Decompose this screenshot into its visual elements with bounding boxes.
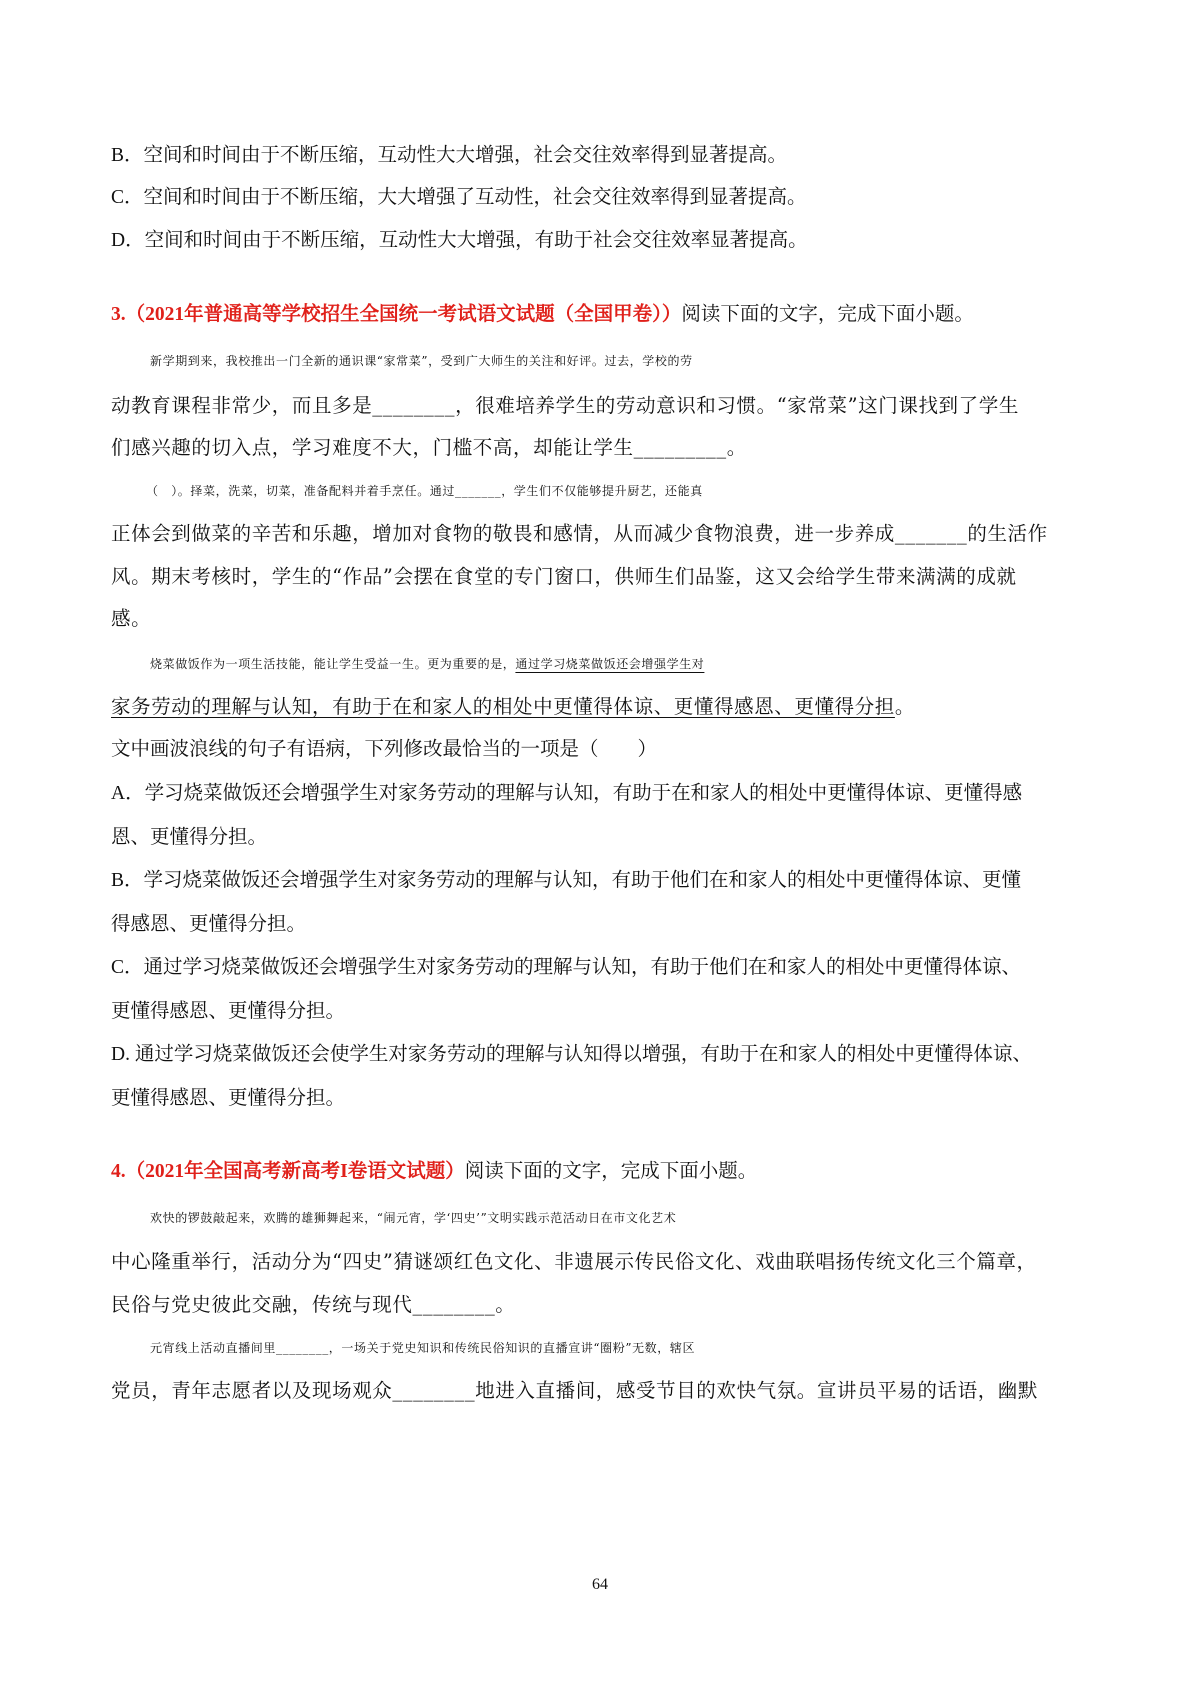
q3-instruction: 阅读下面的文字，完成下面小题。: [681, 304, 974, 325]
q3-passage-line: 正体会到做菜的辛苦和乐趣，增加对食物的敬畏和感情，从而减少食物浪费，进一步养成_______的生活作: [111, 522, 1048, 545]
q3-wavy-sentence: 家务劳动的理解与认知，有助于在和家人的相处中更懂得体谅、更懂得感恩、更懂得分担: [111, 695, 895, 718]
q3-source: 3.（2021年普通高等学校招生全国统一考试语文试题（全国甲卷））: [111, 304, 682, 325]
q2-option-d: D．空间和时间由于不断压缩，互动性大大增强，有助于社会交往效率显著提高。: [111, 230, 808, 251]
q3-option-c: C．通过学习烧菜做饭还会增强学生对家务劳动的理解与认知，有助于他们在和家人的相处中更懂得体谅、: [111, 957, 1022, 978]
q3-option-d: 更懂得感恩、更懂得分担。: [111, 1088, 346, 1109]
q3-passage-line: 新学期到来，我校推出一门全新的通识课“家常菜”，受到广大师生的关注和好评。过去，学校的劳: [150, 354, 693, 368]
q3-heading: [111, 301, 1101, 329]
q3-passage-line: （ ）。择菜，洗菜，切菜，准备配料并着手烹任。通过_______，学生们不仅能够提升厨艺，还能真: [146, 484, 703, 498]
q4-passage-line: 中心隆重举行，活动分为“四史”猜谜颂红色文化、非遗展示传民俗文化、戏曲联唱扬传统文化三个篇章，: [111, 1250, 1037, 1273]
q3-wavy-sentence: 通过学习烧菜做饭还会增强学生对: [515, 657, 705, 671]
q3-passage-line: [150, 650, 1140, 678]
q4-passage-line: 欢快的锣鼓敲起来，欢腾的雄狮舞起来，“闹元宵，学‘四史’”文明实践示范活动日在市文化艺术: [150, 1211, 677, 1225]
q2-option-c: C．空间和时间由于不断压缩，大大增强了互动性，社会交往效率得到显著提高。: [111, 187, 807, 208]
q4-passage-line: 元宵线上活动直播间里________，一场关于党史知识和传统民俗知识的直播宣讲“圈粉”无数，辖区: [150, 1341, 696, 1355]
q3-option-a: A．学习烧菜做饭还会增强学生对家务劳动的理解与认知，有助于在和家人的相处中更懂得体谅、更懂得感: [111, 783, 1023, 804]
q3-option-d: D. 通过学习烧菜做饭还会使学生对家务劳动的理解与认知得以增强，有助于在和家人的相处中更懂得体谅、: [111, 1044, 1032, 1065]
q3-option-a: 恩、更懂得分担。: [111, 827, 268, 848]
q3-passage-line: 感。: [111, 607, 152, 630]
q4-passage-line: 党员，青年志愿者以及现场观众________地进入直播间，感受节目的欢快气氛。宣讲员平易的话语，幽默: [111, 1379, 1039, 1402]
q3-passage-line: [111, 693, 1101, 721]
q4-heading: [111, 1158, 1101, 1186]
q3-option-c: 更懂得感恩、更懂得分担。: [111, 1001, 346, 1022]
q2-option-b: B．空间和时间由于不断压缩，互动性大大增强，社会交往效率得到显著提高。: [111, 145, 788, 166]
q3-option-b: 得感恩、更懂得分担。: [111, 914, 307, 935]
q3-passage-text: 。: [894, 695, 916, 718]
q4-source: 4.（2021年全国高考新高考I卷语文试题）: [111, 1161, 465, 1182]
q3-passage-text: 烧菜做饭作为一项生活技能，能让学生受益一生。更为重要的是，: [150, 657, 516, 671]
q4-passage-line: 民俗与党史彼此交融，传统与现代________。: [111, 1293, 516, 1316]
q3-passage-line: 风。期末考核时，学生的“作品”会摆在食堂的专门窗口，供师生们品鉴，这又会给学生带来满满的成就: [111, 565, 1017, 588]
q3-passage-line: 动教育课程非常少，而且多是________，很难培养学生的劳动意识和习惯。“家常菜”这门课找到了学生: [111, 394, 1019, 417]
q4-instruction: 阅读下面的文字，完成下面小题。: [464, 1161, 758, 1182]
page-number: 64: [592, 1576, 608, 1593]
q3-passage-line: 们感兴趣的切入点，学习难度不大，门槛不高，却能让学生_________。: [111, 436, 747, 459]
q3-question: 文中画波浪线的句子有语病，下列修改最恰当的一项是（ ）: [111, 739, 658, 760]
q3-option-b: B．学习烧菜做饭还会增强学生对家务劳动的理解与认知，有助于他们在和家人的相处中更懂得体谅、更懂: [111, 870, 1022, 891]
